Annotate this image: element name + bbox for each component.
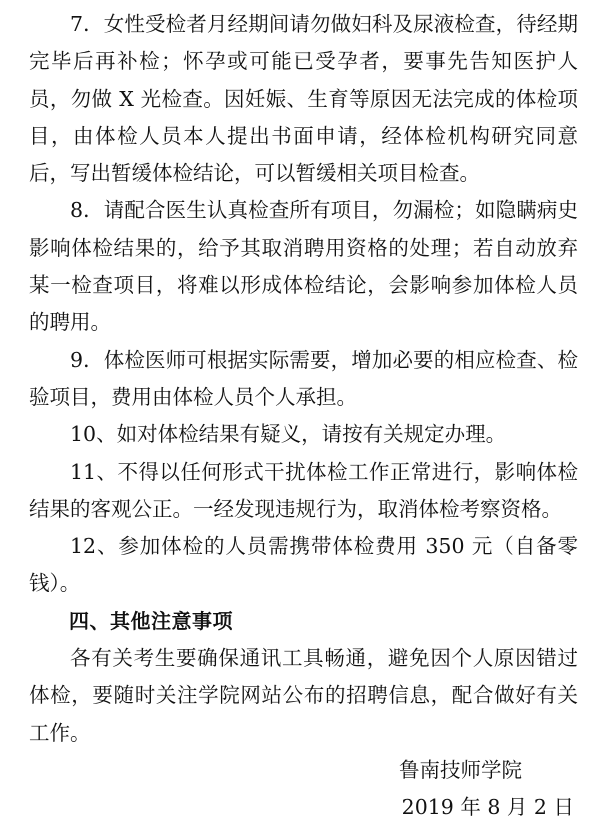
item-9-paragraph: 9．体检医师可根据实际需要，增加必要的相应检查、检验项目，费用由体检人员个人承担。: [29, 347, 578, 409]
signature-organization: 鲁南技师学院: [399, 757, 522, 782]
signature-date: 2019 年 8 月 2 日: [401, 795, 574, 820]
section-body-paragraph: 各有关考生要确保通讯工具畅通，避免因个人原因错过体检，要随时关注学院网站公布的招聘信息，配合做好有关工作。: [29, 646, 578, 745]
section-heading: 四、其他注意事项: [69, 608, 233, 633]
item-12-paragraph: 12、参加体检的人员需携带体检费用 350 元（自备零钱）。: [29, 534, 578, 596]
item-10-paragraph: 10、如对体检结果有疑义，请按有关规定办理。: [70, 422, 507, 447]
item-7-paragraph: 7．女性受检者月经期间请勿做妇科及尿液检查，待经期完毕后再补检；怀孕或可能已受孕者，要事先告知医护人员，勿做 X 光检查。因妊娠、生育等原因无法完成的体检项目，由体检人员本人提出书面申请，经体检机构研究同意后，写出暂缓体检结论，可以暂缓相关项目检查。: [29, 12, 578, 186]
item-11-paragraph: 11、不得以任何形式干扰体检工作正常进行，影响体检结果的客观公正。一经发现违规行为，取消体检考察资格。: [29, 459, 578, 521]
item-8-paragraph: 8．请配合医生认真检查所有项目，勿漏检；如隐瞒病史影响体检结果的，给予其取消聘用资格的处理；若自动放弃某一检查项目，将难以形成体检结论，会影响参加体检人员的聘用。: [29, 198, 578, 335]
